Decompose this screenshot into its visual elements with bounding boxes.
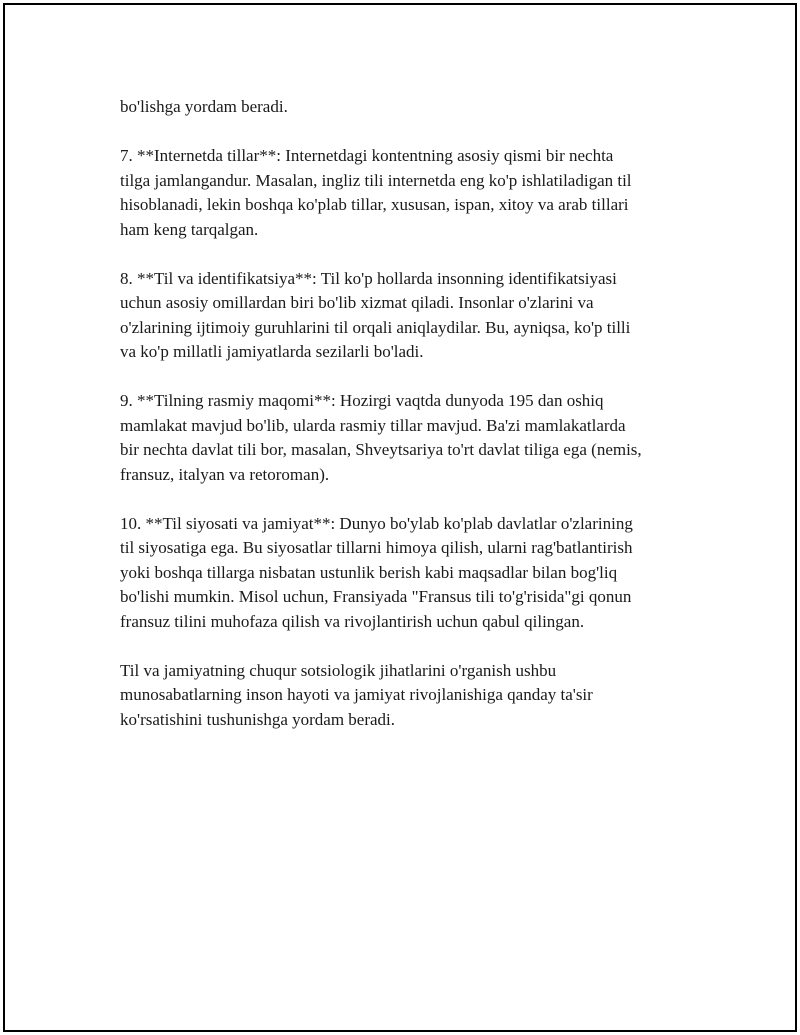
text-line: yoki boshqa tillarga nisbatan ustunlik berish kabi maqsadlar bilan bog'liq — [120, 562, 618, 582]
text-line: til siyosatiga ega. Bu siyosatlar tillarni himoya qilish, ularni rag'batlantirish — [120, 538, 633, 557]
document-body — [120, 95, 710, 757]
text-line: Til va jamiyatning chuqur sotsiologik jihatlarini o'rganish ushbu — [120, 660, 557, 680]
text-line: ko'rsatishini tushunishga yordam beradi. — [120, 709, 396, 729]
text-line: fransuz tilini muhofaza qilish va rivojlantirish uchun qabul qilingan. — [120, 611, 585, 631]
text-line: bir nechta davlat tili bor, masalan, Shveytsariya to'rt davlat tiliga ega (nemis, — [120, 440, 642, 459]
page-frame — [3, 3, 797, 1032]
text-line: o'zlarining ijtimoiy guruhlarini til orqali aniqlaydilar. Bu, ayniqsa, ko'p tilli — [120, 317, 631, 337]
paragraph-conclusion — [120, 659, 710, 733]
text-line: munosabatlarning inson hayoti va jamiyat rivojlanishiga qanday ta'sir — [120, 685, 593, 704]
paragraph-item-9 — [120, 389, 710, 487]
paragraph-continuation — [120, 95, 710, 120]
text-line: 9. **Tilning rasmiy maqomi**: Hozirgi vaqtda dunyoda 195 dan oshiq — [120, 391, 604, 410]
text-line: va ko'p millatli jamiyatlarda sezilarli bo'ladi. — [120, 342, 424, 361]
text-line: tilga jamlangandur. Masalan, ingliz tili internetda eng ko'p ishlatiladigan til — [120, 170, 632, 190]
text-line: fransuz, italyan va retoroman). — [120, 464, 330, 484]
text-line: mamlakat mavjud bo'lib, ularda rasmiy tillar mavjud. Ba'zi mamlakatlarda — [120, 415, 626, 435]
text-line: ham keng tarqalgan. — [120, 219, 259, 239]
text-line: uchun asosiy omillardan biri bo'lib xizmat qiladi. Insonlar o'zlarini va — [120, 293, 594, 312]
text-line: 7. **Internetda tillar**: Internetdagi kontentning asosiy qismi bir nechta — [120, 146, 614, 165]
text-line: 10. **Til siyosati va jamiyat**: Dunyo bo'ylab ko'plab davlatlar o'zlarining — [120, 513, 633, 533]
text-line: 8. **Til va identifikatsiya**: Til ko'p hollarda insonning identifikatsiyasi — [120, 268, 617, 288]
text-line: bo'lishi mumkin. Misol uchun, Fransiyada "Fransus tili to'g'risida"gi qonun — [120, 587, 632, 606]
text-line: bo'lishga yordam beradi. — [120, 97, 288, 116]
paragraph-item-8 — [120, 267, 710, 365]
paragraph-item-10 — [120, 512, 710, 635]
text-line: hisoblanadi, lekin boshqa ko'plab tillar, xususan, ispan, xitoy va arab tillari — [120, 195, 629, 214]
paragraph-item-7 — [120, 144, 710, 242]
